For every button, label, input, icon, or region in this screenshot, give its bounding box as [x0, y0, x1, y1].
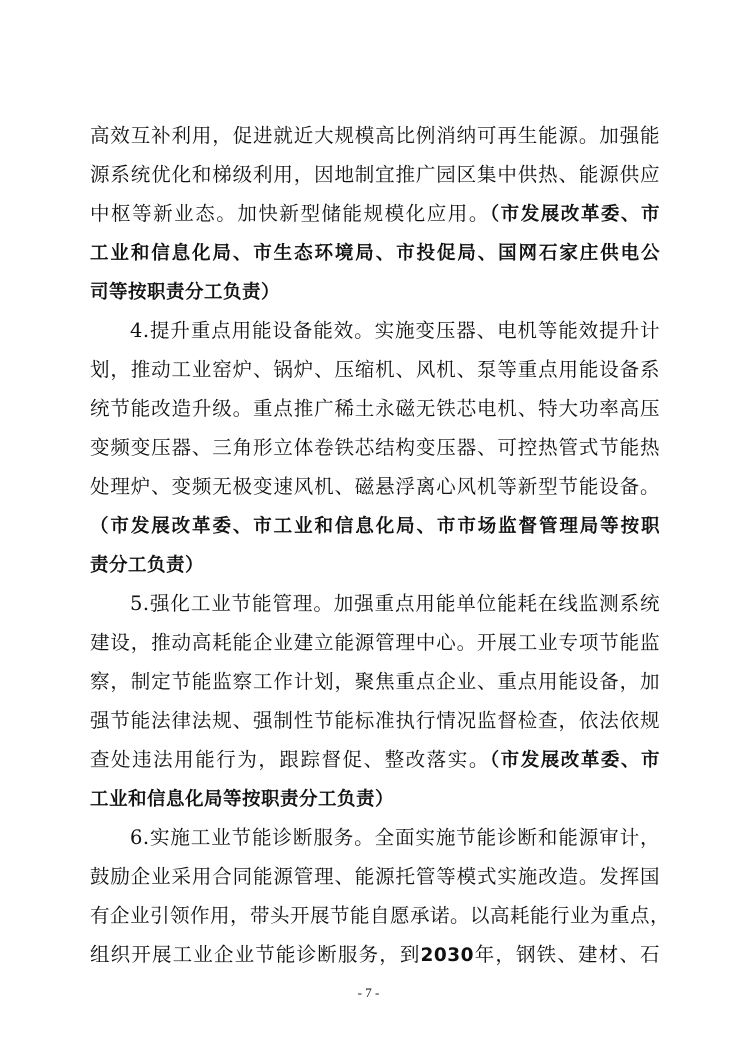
text-span: 划，推动工业窑炉、锅炉、压缩机、风机、泵等重点用能设备系 — [90, 358, 660, 381]
text-line — [90, 428, 660, 467]
section-heading-6: 6.实施工业节能诊断服务。全面实施节能诊断和能源审计， — [130, 826, 660, 849]
text-line — [90, 935, 660, 974]
responsible-units-text: （市发展改革委、市 — [489, 204, 660, 225]
responsible-units-text: 工业和信息化局等按职责分工负责） — [90, 789, 395, 810]
text-span: 强节能法律法规、强制性节能标准执行情况监督检查，依法依规 — [90, 709, 660, 732]
text-line — [90, 467, 660, 506]
text-span: 高效互补利用，促进就近大规模高比例消纳可再生能源。加强能 — [90, 124, 660, 147]
text-line — [90, 116, 660, 155]
text-span: 建设，推动高耗能企业建立能源管理中心。开展工业专项节能监 — [90, 631, 660, 654]
text-span: 组织开展工业企业节能诊断服务，到 — [90, 943, 421, 966]
year-number: 2030 — [420, 945, 475, 966]
responsible-units-text: （市发展改革委、市工业和信息化局、市市场监督管理局等按职 — [90, 516, 660, 537]
text-span: 中枢等新业态。加快新型储能规模化应用。 — [90, 202, 490, 225]
text-line — [90, 584, 660, 623]
responsible-units-text: 司等按职责分工负责） — [90, 282, 281, 303]
text-span: 变频变压器、三角形立体卷铁芯结构变压器、可控热管式节能热 — [90, 436, 660, 459]
page-number: - 7 - — [357, 985, 380, 1000]
text-line — [90, 818, 660, 857]
text-span: 察，制定节能监察工作计划，聚焦重点企业、重点用能设备，加 — [90, 670, 660, 693]
text-span: 有企业引领作用，带头开展节能自愿承诺。以高耗能行业为重点， — [90, 904, 671, 927]
section-heading-5: 5.强化工业节能管理。加强重点用能单位能耗在线监测系统 — [130, 592, 660, 615]
responsible-units-text: 工业和信息化局、市生态环境局、市投促局、国网石家庄供电公 — [90, 243, 660, 264]
text-line — [90, 623, 660, 662]
section-heading-4: 4.提升重点用能设备能效。实施变压器、电机等能效提升计 — [130, 319, 660, 342]
text-line — [90, 311, 660, 350]
text-span: 鼓励企业采用合同能源管理、能源托管等模式实施改造。发挥国 — [90, 865, 660, 888]
text-line — [90, 350, 660, 389]
text-line — [90, 779, 660, 818]
text-line — [90, 233, 660, 272]
text-span: 统节能改造升级。重点推广稀土永磁无铁芯电机、特大功率高压 — [90, 397, 660, 420]
text-line — [90, 272, 660, 311]
text-span: 查处违法用能行为，跟踪督促、整改落实。 — [90, 748, 490, 771]
text-line — [90, 740, 660, 779]
text-line — [90, 194, 660, 233]
text-line — [90, 701, 660, 740]
body-text — [90, 116, 671, 974]
text-span: 处理炉、变频无极变速风机、磁悬浮离心风机等新型节能设备。 — [90, 475, 660, 498]
text-line — [90, 662, 660, 701]
text-line — [90, 155, 660, 194]
text-line — [90, 506, 660, 545]
text-line — [90, 857, 660, 896]
text-line — [90, 896, 671, 935]
responsible-units-text: 责分工负责） — [90, 555, 205, 576]
text-span: 源系统优化和梯级利用，因地制宜推广园区集中供热、能源供应 — [90, 163, 660, 186]
text-line — [90, 545, 660, 584]
text-line — [90, 389, 660, 428]
responsible-units-text: （市发展改革委、市 — [489, 750, 660, 771]
text-span: 年，钢铁、建材、石 — [474, 943, 660, 966]
